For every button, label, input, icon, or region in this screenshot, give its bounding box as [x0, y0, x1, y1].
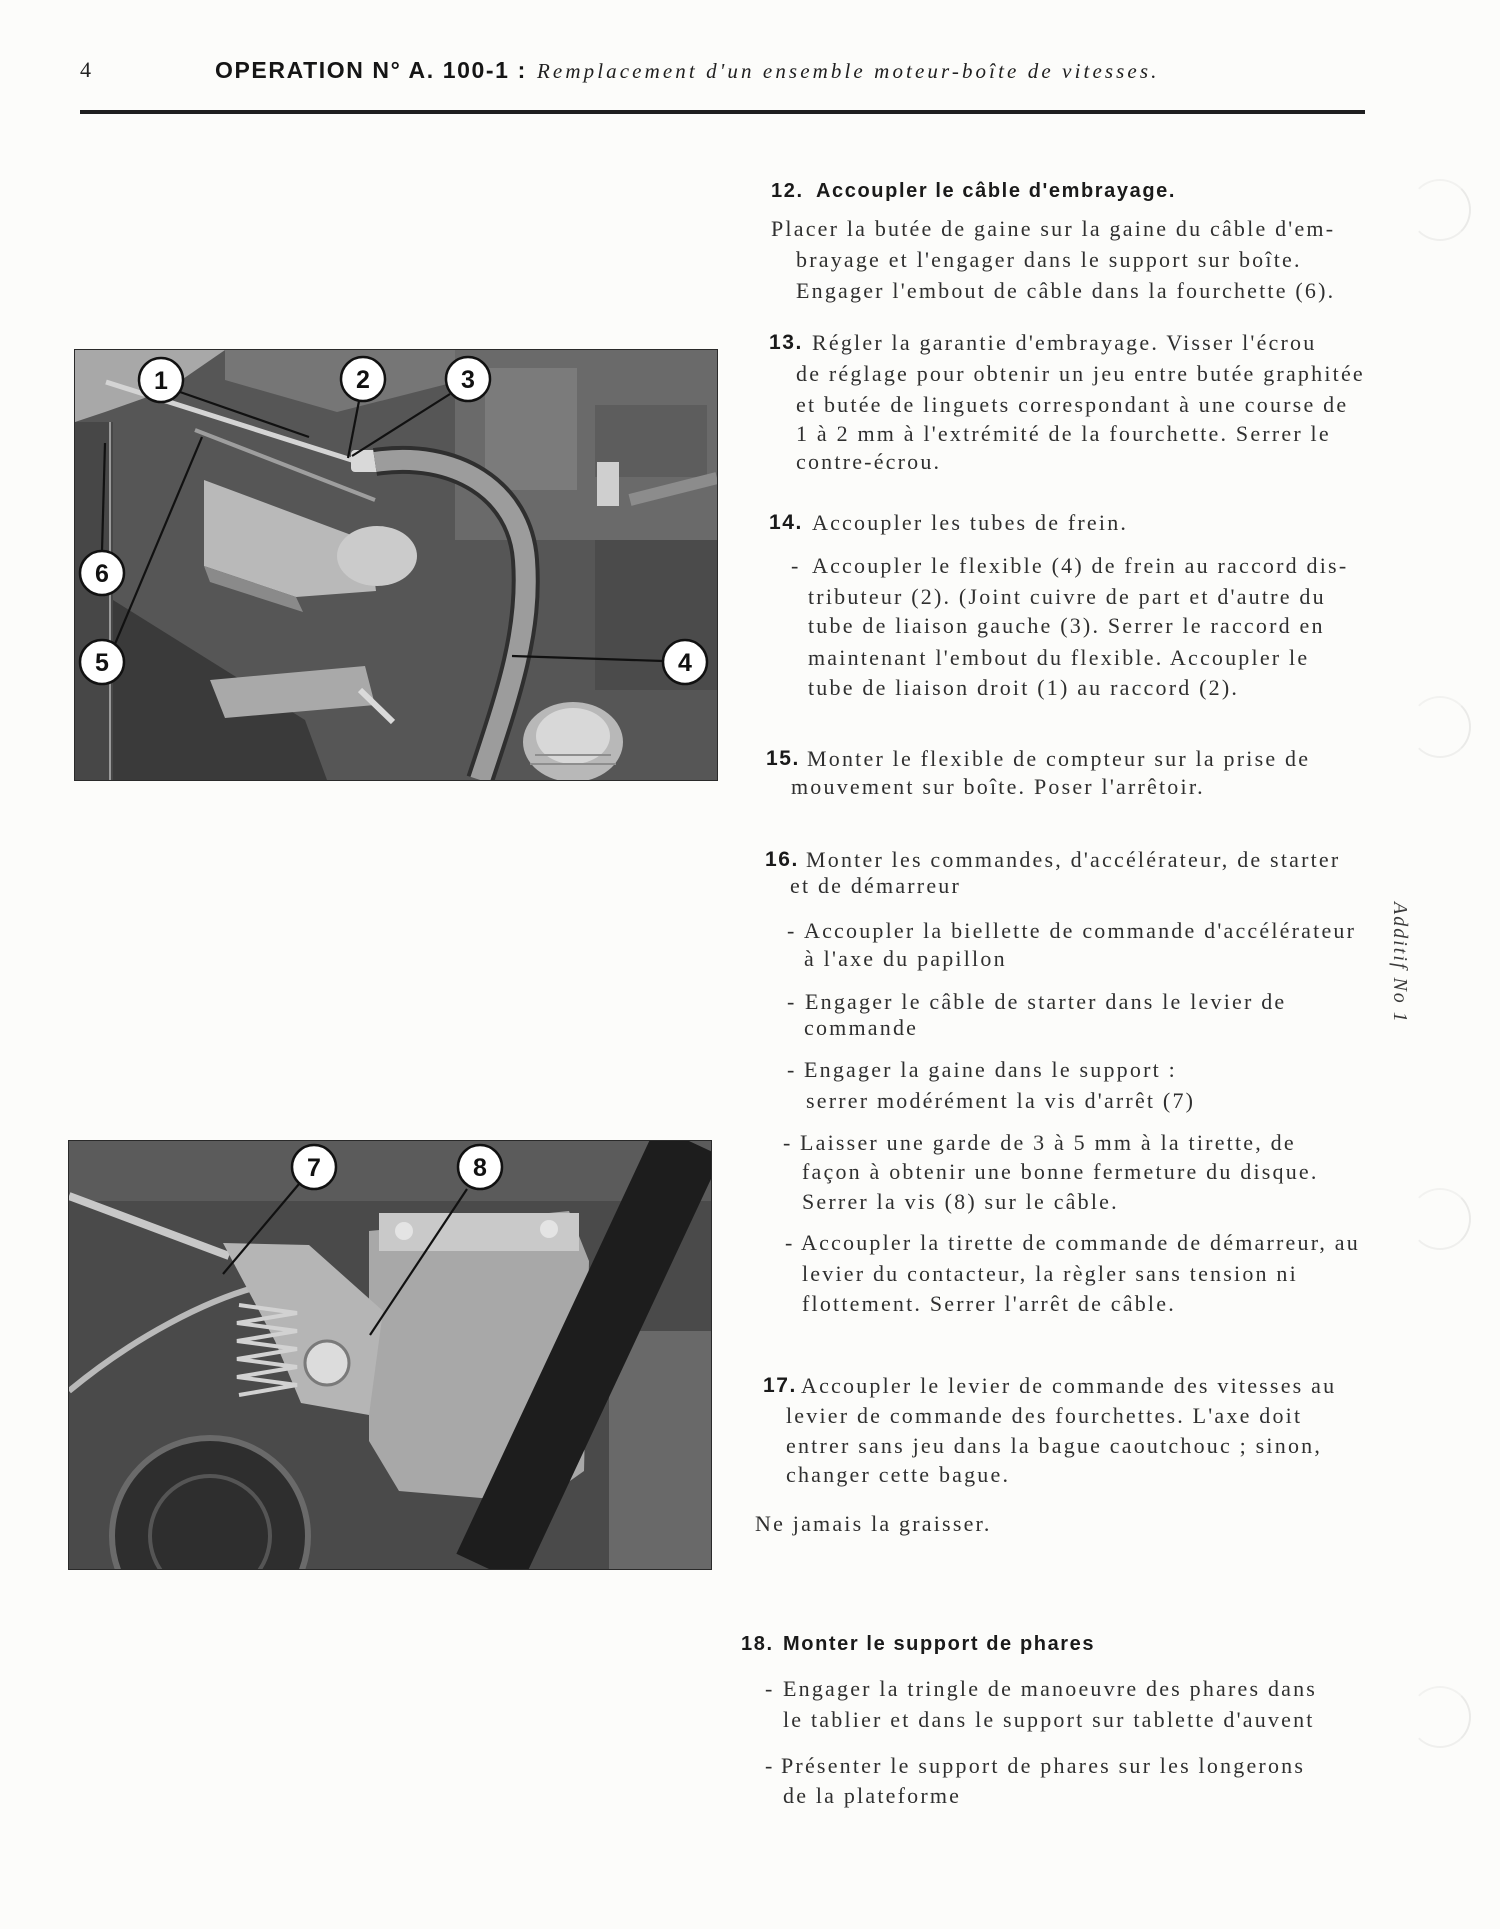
step-16-sub-line: flottement. Serrer l'arrêt de câble. — [802, 1291, 1176, 1316]
photo-spark-plug — [597, 462, 619, 506]
step-18-sub-line: Engager la tringle de manoeuvre des phares dans — [783, 1676, 1318, 1701]
clutch-brake-photo-drawing — [75, 350, 717, 780]
photo-flange-nut — [540, 1220, 558, 1238]
step-18-sub-dash: - — [765, 1753, 775, 1778]
step-14-sub-dash: - — [791, 553, 801, 578]
carburettor-controls-photo — [68, 1140, 712, 1570]
callout-1 — [139, 358, 183, 402]
photo-engine-side — [609, 1331, 711, 1569]
callout-label: 2 — [356, 366, 370, 394]
step-16-sub-dash: - — [785, 1230, 795, 1255]
step-17-line: Accoupler le levier de commande des vitesses au — [801, 1373, 1337, 1398]
step-16-sub-line: levier du contacteur, la règler sans tension ni — [802, 1261, 1298, 1286]
photo-throttle-spindle — [305, 1341, 349, 1385]
step-16-number: 16. — [765, 848, 799, 871]
step-14-sub-line: tube de liaison droit (1) au raccord (2). — [808, 675, 1240, 700]
step-16-sub-line: Engager le câble de starter dans le levier de — [805, 989, 1287, 1014]
callout-label: 7 — [307, 1154, 321, 1182]
callout-8 — [458, 1145, 502, 1189]
step-13-line: Régler la garantie d'embrayage. Visser l'écrou — [812, 330, 1317, 355]
callout-label: 3 — [461, 366, 475, 394]
side-note-additif: Additif No 1 — [1389, 902, 1411, 1024]
step-17-line: levier de commande des fourchettes. L'axe doit — [786, 1403, 1303, 1428]
binder-hole-shadow — [1409, 1686, 1471, 1748]
step-18-sub-line: Présenter le support de phares sur les longerons — [781, 1753, 1306, 1778]
step-16-sub-line: Serrer la vis (8) sur le câble. — [802, 1189, 1119, 1214]
step-14-number: 14. — [769, 511, 803, 534]
step-16-sub-line: façon à obtenir une bonne fermeture du disque. — [802, 1159, 1319, 1184]
step-16-sub-line: Accoupler la biellette de commande d'accélérateur — [804, 918, 1357, 943]
callout-6 — [80, 551, 124, 595]
step-16-sub-line: commande — [804, 1015, 919, 1040]
page-number: 4 — [80, 57, 91, 82]
step-16-line: Monter les commandes, d'accélérateur, de starter — [806, 847, 1341, 872]
step-14-sub-line: maintenant l'embout du flexible. Accoupler le — [808, 645, 1310, 670]
step-13-line: de réglage pour obtenir un jeu entre butée graphitée — [796, 361, 1365, 386]
step-17-number: 17. — [763, 1374, 797, 1397]
photo-left-column — [75, 422, 113, 780]
step-17-line: changer cette bague. — [786, 1462, 1011, 1487]
step-16-line: et de démarreur — [790, 873, 962, 898]
binder-hole-shadow — [1409, 179, 1471, 241]
step-14-sub-line: tube de liaison gauche (3). Serrer le raccord en — [808, 613, 1325, 638]
operation-code: OPERATION N° A. 100-1 : — [215, 57, 527, 83]
header-rule — [80, 110, 1365, 114]
step-16-sub-dash: - — [783, 1130, 793, 1155]
step-17-note: Ne jamais la graisser. — [755, 1511, 992, 1536]
callout-3 — [446, 357, 490, 401]
step-18-sub-dash: - — [765, 1676, 775, 1701]
step-12-line: Placer la butée de gaine sur la gaine du câble d'em- — [771, 216, 1336, 241]
photo-flange-nut — [395, 1222, 413, 1240]
callout-label: 4 — [678, 649, 692, 677]
step-18-sub-line: le tablier et dans le support sur tablette d'auvent — [783, 1707, 1315, 1732]
callout-4 — [663, 640, 707, 684]
callout-label: 5 — [95, 649, 109, 677]
step-15-line: Monter le flexible de compteur sur la prise de — [807, 746, 1311, 771]
clutch-brake-photo — [74, 349, 718, 781]
step-12-line: brayage et l'engager dans le support sur boîte. — [796, 247, 1302, 272]
step-14-line: Accoupler les tubes de frein. — [812, 510, 1129, 535]
step-13-line: et butée de linguets correspondant à une course de — [796, 392, 1349, 417]
step-14-sub-line: Accoupler le flexible (4) de frein au raccord dis- — [812, 553, 1349, 578]
photo-fork-housing — [337, 526, 417, 586]
step-13-line: contre-écrou. — [796, 449, 942, 474]
callout-7 — [292, 1145, 336, 1189]
photo-engine-detail — [485, 368, 577, 490]
callout-2 — [341, 357, 385, 401]
callout-label: 8 — [473, 1154, 487, 1182]
callout-label: 1 — [154, 367, 168, 395]
step-17-line: entrer sans jeu dans la bague caoutchouc ; sinon, — [786, 1433, 1323, 1458]
step-15-number: 15. — [766, 747, 800, 770]
step-16-sub-line: à l'axe du papillon — [804, 946, 1007, 971]
step-16-sub-dash: - — [787, 918, 797, 943]
binder-hole-shadow — [1409, 1188, 1471, 1250]
step-12-line: Engager l'embout de câble dans la fourchette (6). — [796, 278, 1336, 303]
callout-label: 6 — [95, 560, 109, 588]
step-18-title: Monter le support de phares — [783, 1633, 1096, 1655]
callout-5 — [80, 640, 124, 684]
step-16-sub-line: Engager la gaine dans le support : — [804, 1057, 1177, 1082]
step-16-sub-line: Laisser une garde de 3 à 5 mm à la tirette, de — [800, 1130, 1296, 1155]
photo-upper-area — [69, 1141, 711, 1201]
step-16-sub-dash: - — [787, 989, 797, 1014]
step-12-number: 12. — [771, 180, 804, 202]
step-14-sub-line: tributeur (2). (Joint cuivre de part et d'autre du — [808, 584, 1326, 609]
step-18-number: 18. — [741, 1633, 774, 1655]
step-16-sub-line: serrer modérément la vis d'arrêt (7) — [806, 1088, 1196, 1113]
step-18-sub-line: de la plateforme — [783, 1783, 962, 1808]
step-16-sub-dash: - — [787, 1057, 797, 1082]
step-12-title: Accoupler le câble d'embrayage. — [816, 180, 1177, 202]
step-13-line: 1 à 2 mm à l'extrémité de la fourchette. Serrer le — [796, 421, 1331, 446]
step-15-line: mouvement sur boîte. Poser l'arrêtoir. — [791, 774, 1205, 799]
carburettor-controls-photo-drawing — [69, 1141, 711, 1569]
binder-hole-shadow — [1409, 696, 1471, 758]
step-16-sub-line: Accoupler la tirette de commande de démarreur, au — [801, 1230, 1360, 1255]
operation-title: Remplacement d'un ensemble moteur-boîte de vitesses. — [537, 59, 1160, 83]
step-13-number: 13. — [769, 331, 803, 354]
